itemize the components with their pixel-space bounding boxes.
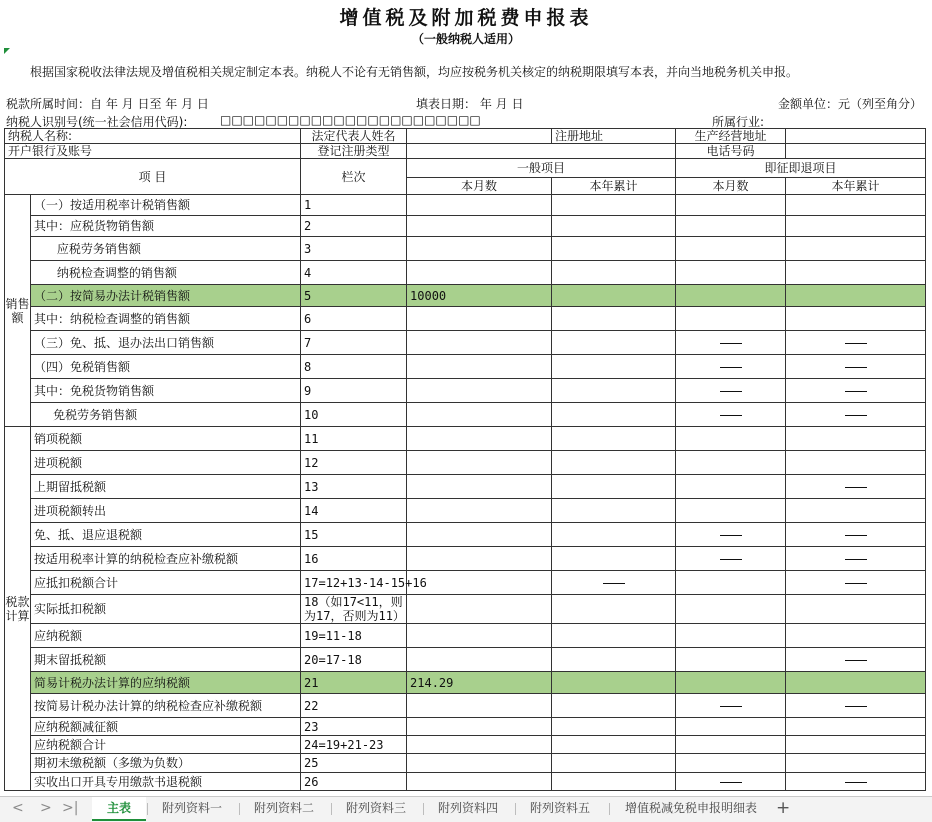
row-column-number: 20=17-18 [301, 648, 407, 672]
table-row [5, 718, 926, 736]
dash-mark [845, 343, 867, 344]
table-row [5, 285, 926, 307]
general-month-cell[interactable] [407, 523, 552, 547]
dash-mark [845, 391, 867, 392]
info-row-2 [5, 144, 926, 159]
immediate-year-cell[interactable] [786, 261, 926, 285]
form-title: 增值税及附加税费申报表 [339, 7, 593, 29]
immediate-month-cell[interactable] [676, 499, 786, 523]
row-item-label: 应纳税额合计 [31, 736, 301, 754]
tax-period: 税款所属时间：自 年 月 日至 年 月 日 [6, 97, 209, 111]
immediate-month-cell[interactable] [676, 331, 786, 355]
table-row [5, 307, 926, 331]
row-column-number: 24=19+21-23 [301, 736, 407, 754]
immediate-header: 即征即退项目 [676, 159, 926, 178]
row-item-label: 免税劳务销售额 [31, 403, 301, 427]
column-header: 栏次 [301, 159, 407, 195]
immediate-month-cell[interactable] [676, 261, 786, 285]
immediate-year-cell[interactable] [786, 754, 926, 773]
row-column-number: 4 [301, 261, 407, 285]
table-row [5, 499, 926, 523]
immediate-year-cell[interactable] [786, 195, 926, 216]
row-column-number: 8 [301, 355, 407, 379]
immediate-month-cell[interactable] [676, 403, 786, 427]
sheet-tab[interactable]: 附列资料一 [161, 801, 222, 815]
table-row [5, 379, 926, 403]
immediate-month-cell[interactable] [676, 547, 786, 571]
dash-mark [845, 782, 867, 783]
next-sheet-icon[interactable]: > [40, 800, 52, 816]
row-item-label: 纳税检查调整的销售额 [31, 261, 301, 285]
immediate-year-cell[interactable] [786, 773, 926, 791]
dash-mark [720, 706, 742, 707]
immediate-month-cell[interactable] [676, 718, 786, 736]
row-item-label: 应纳税额 [31, 624, 301, 648]
reg-address-label: 注册地址 [552, 129, 676, 144]
immediate-year-cell[interactable] [786, 595, 926, 624]
table-row [5, 355, 926, 379]
sheet-tab[interactable]: 附列资料二 [253, 801, 314, 815]
immediate-month-cell[interactable] [676, 624, 786, 648]
general-month-cell[interactable] [407, 718, 552, 736]
immediate-year-cell[interactable] [786, 571, 926, 595]
immediate-month-cell[interactable] [676, 195, 786, 216]
section-sales: 销售额 [5, 195, 31, 427]
immediate-month-cell[interactable] [676, 237, 786, 261]
table-row [5, 571, 926, 595]
prev-sheet-icon[interactable]: < [12, 800, 24, 816]
general-month-cell[interactable] [407, 624, 552, 648]
immediate-month-cell[interactable] [676, 754, 786, 773]
general-month-cell[interactable] [407, 648, 552, 672]
table-row [5, 754, 926, 773]
row-column-number: 3 [301, 237, 407, 261]
general-year-cell[interactable] [552, 285, 676, 307]
general-month-cell[interactable]: 10000 [407, 285, 552, 307]
row-column-number: 16 [301, 547, 407, 571]
table-row [5, 523, 926, 547]
dash-mark [720, 535, 742, 536]
row-item-label: 期末留抵税额 [31, 648, 301, 672]
general-year-cell[interactable] [552, 595, 676, 624]
immediate-year-cell[interactable] [786, 331, 926, 355]
dash-mark [720, 559, 742, 560]
general-month-cell[interactable] [407, 694, 552, 718]
row-column-number: 14 [301, 499, 407, 523]
fill-date: 填表日期： 年 月 日 [416, 97, 524, 111]
row-item-label: （四）免税销售额 [31, 355, 301, 379]
immediate-month-header: 本月数 [676, 178, 786, 195]
row-item-label: 按简易计税办法计算的纳税检查应补缴税额 [31, 694, 301, 718]
general-month-header: 本月数 [407, 178, 552, 195]
row-column-number: 23 [301, 718, 407, 736]
dash-mark [845, 559, 867, 560]
row-item-label: 应税劳务销售额 [31, 237, 301, 261]
immediate-month-cell[interactable] [676, 736, 786, 754]
general-year-cell[interactable] [552, 475, 676, 499]
immediate-year-cell[interactable] [786, 216, 926, 237]
form-intro: 根据国家税收法律法规及增值税相关规定制定本表。纳税人不论有无销售额，均应按税务机关核定的纳税期限填写本表，并向当地税务机关申报。 [30, 65, 799, 79]
legal-rep-cell[interactable] [407, 129, 552, 144]
general-year-cell[interactable] [552, 403, 676, 427]
bank-label: 开户银行及账号 [5, 144, 301, 159]
general-year-cell[interactable] [552, 571, 676, 595]
table-row [5, 547, 926, 571]
table-row [5, 427, 926, 451]
general-month-cell[interactable]: 214.29 [407, 672, 552, 694]
general-year-cell[interactable] [552, 547, 676, 571]
immediate-year-cell[interactable] [786, 736, 926, 754]
general-month-cell[interactable] [407, 403, 552, 427]
row-column-number: 18（如17<11，则为17，否则为11） [301, 595, 407, 624]
general-year-cell[interactable] [552, 736, 676, 754]
industry-label: 所属行业: [712, 115, 765, 129]
sheet-tab[interactable]: 附列资料四 [437, 801, 498, 815]
legal-rep-label: 法定代表人姓名 [301, 129, 407, 144]
table-row [5, 237, 926, 261]
row-item-label: 进项税额转出 [31, 499, 301, 523]
row-item-label: 应纳税额减征额 [31, 718, 301, 736]
dash-mark [845, 706, 867, 707]
table-row [5, 195, 926, 216]
tab-separator [331, 803, 332, 815]
immediate-year-cell[interactable] [786, 403, 926, 427]
general-month-cell[interactable] [407, 307, 552, 331]
row-column-number: 19=11-18 [301, 624, 407, 648]
general-month-cell[interactable] [407, 595, 552, 624]
general-year-cell[interactable] [552, 523, 676, 547]
general-year-cell[interactable] [552, 261, 676, 285]
general-year-cell[interactable] [552, 355, 676, 379]
general-year-cell[interactable] [552, 451, 676, 475]
general-month-cell[interactable] [407, 355, 552, 379]
form-subtitle: （一般纳税人适用） [411, 32, 520, 46]
row-item-label: 免、抵、退应退税额 [31, 523, 301, 547]
general-month-cell[interactable] [407, 475, 552, 499]
dash-mark [720, 391, 742, 392]
amount-unit: 金额单位：元（列至角分） [778, 97, 923, 111]
immediate-year-cell[interactable] [786, 355, 926, 379]
immediate-month-cell[interactable] [676, 379, 786, 403]
immediate-month-cell[interactable] [676, 571, 786, 595]
table-row [5, 694, 926, 718]
immediate-month-cell[interactable] [676, 475, 786, 499]
row-item-label: 销项税额 [31, 427, 301, 451]
header-row-1 [5, 159, 926, 178]
immediate-year-cell[interactable] [786, 499, 926, 523]
taxpayer-id-boxes[interactable]: □□□□□□□□□□□□□□□□□□□□□□□ [220, 113, 481, 127]
row-item-label: 进项税额 [31, 451, 301, 475]
row-item-label: 实际抵扣税额 [31, 595, 301, 624]
general-month-cell[interactable] [407, 331, 552, 355]
tab-separator [609, 803, 610, 815]
general-month-cell[interactable] [407, 547, 552, 571]
row-column-number: 9 [301, 379, 407, 403]
dash-mark [845, 367, 867, 368]
tab-separator [423, 803, 424, 815]
row-column-number: 26 [301, 773, 407, 791]
dash-mark [845, 535, 867, 536]
general-year-cell[interactable] [552, 307, 676, 331]
dash-mark [845, 487, 867, 488]
general-month-cell[interactable] [407, 499, 552, 523]
immediate-month-cell[interactable] [676, 451, 786, 475]
table-row [5, 773, 926, 791]
general-year-cell[interactable] [552, 237, 676, 261]
general-year-cell[interactable] [552, 216, 676, 237]
taxpayer-id-label: 纳税人识别号(统一社会信用代码): [6, 115, 188, 129]
immediate-month-cell[interactable] [676, 216, 786, 237]
general-year-cell[interactable] [552, 694, 676, 718]
table-row [5, 648, 926, 672]
row-column-number: 11 [301, 427, 407, 451]
row-item-label: 按适用税率计算的纳税检查应补缴税额 [31, 547, 301, 571]
row-item-label: 实收出口开具专用缴款书退税额 [31, 773, 301, 791]
table-row [5, 624, 926, 648]
general-year-cell[interactable] [552, 718, 676, 736]
phone-cell[interactable] [786, 144, 926, 159]
table-row [5, 216, 926, 237]
taxpayer-name-label: 纳税人名称: [5, 129, 301, 144]
sheet-tab-bar [0, 796, 932, 822]
sheet-tab[interactable]: 增值税减免税申报明细表 [624, 801, 757, 815]
tab-separator [515, 803, 516, 815]
row-item-label: （三）免、抵、退办法出口销售额 [31, 331, 301, 355]
immediate-month-cell[interactable] [676, 523, 786, 547]
row-column-number: 22 [301, 694, 407, 718]
immediate-month-cell[interactable] [676, 285, 786, 307]
tab-separator [147, 803, 148, 815]
immediate-month-cell[interactable] [676, 427, 786, 451]
row-item-label: （二）按简易办法计税销售额 [31, 285, 301, 307]
section-tax: 税款计算 [5, 427, 31, 791]
row-column-number: 15 [301, 523, 407, 547]
row-item-label: 期初未缴税额（多缴为负数） [31, 754, 301, 773]
general-month-cell[interactable] [407, 237, 552, 261]
row-item-label: （一）按适用税率计税销售额 [31, 195, 301, 216]
item-header: 项 目 [5, 159, 301, 195]
row-column-number: 6 [301, 307, 407, 331]
general-year-cell[interactable] [552, 499, 676, 523]
general-month-cell[interactable] [407, 261, 552, 285]
immediate-year-cell[interactable] [786, 624, 926, 648]
row-column-number: 2 [301, 216, 407, 237]
general-month-cell[interactable] [407, 379, 552, 403]
sheet-tab[interactable]: 附列资料三 [345, 801, 406, 815]
immediate-year-cell[interactable] [786, 379, 926, 403]
general-month-cell[interactable] [407, 216, 552, 237]
general-year-cell[interactable] [552, 773, 676, 791]
general-year-cell[interactable] [552, 331, 676, 355]
biz-address-label: 生产经营地址 [676, 129, 786, 144]
row-column-number: 5 [301, 285, 407, 307]
immediate-month-cell[interactable] [676, 307, 786, 331]
row-item-label: 其中：纳税检查调整的销售额 [31, 307, 301, 331]
add-sheet-icon[interactable]: + [776, 798, 791, 818]
immediate-year-cell[interactable] [786, 648, 926, 672]
general-month-cell[interactable] [407, 736, 552, 754]
biz-address-cell[interactable] [786, 129, 926, 144]
cell-comment-marker [4, 48, 10, 54]
info-row-1 [5, 129, 926, 144]
general-year-cell[interactable] [552, 427, 676, 451]
immediate-month-cell[interactable] [676, 694, 786, 718]
row-column-number: 10 [301, 403, 407, 427]
row-column-number: 12 [301, 451, 407, 475]
reg-type-label: 登记注册类型 [301, 144, 407, 159]
row-item-label: 上期留抵税额 [31, 475, 301, 499]
table-row [5, 403, 926, 427]
immediate-month-cell[interactable] [676, 672, 786, 694]
immediate-year-cell[interactable] [786, 523, 926, 547]
dash-mark [720, 367, 742, 368]
tab-separator [239, 803, 240, 815]
immediate-year-cell[interactable] [786, 285, 926, 307]
general-month-cell[interactable] [407, 451, 552, 475]
sheet-tab[interactable]: 主表 [92, 797, 146, 821]
row-item-label: 简易计税办法计算的应纳税额 [31, 672, 301, 694]
immediate-year-cell[interactable] [786, 672, 926, 694]
immediate-year-cell[interactable] [786, 427, 926, 451]
immediate-year-cell[interactable] [786, 237, 926, 261]
dash-mark [720, 415, 742, 416]
table-row [5, 451, 926, 475]
row-column-number: 17=12+13-14-15+16 [301, 571, 407, 595]
immediate-month-cell[interactable] [676, 648, 786, 672]
row-column-number: 7 [301, 331, 407, 355]
last-sheet-icon[interactable]: >| [62, 800, 79, 816]
table-row [5, 261, 926, 285]
general-year-cell[interactable] [552, 379, 676, 403]
general-year-cell[interactable] [552, 624, 676, 648]
general-year-header: 本年累计 [552, 178, 676, 195]
row-column-number: 21 [301, 672, 407, 694]
row-column-number: 13 [301, 475, 407, 499]
general-month-cell[interactable] [407, 427, 552, 451]
row-item-label: 其中：免税货物销售额 [31, 379, 301, 403]
row-item-label: 应抵扣税额合计 [31, 571, 301, 595]
general-year-cell[interactable] [552, 648, 676, 672]
immediate-year-header: 本年累计 [786, 178, 926, 195]
immediate-year-cell[interactable] [786, 547, 926, 571]
immediate-year-cell[interactable] [786, 475, 926, 499]
table-row [5, 475, 926, 499]
sheet-tab[interactable]: 附列资料五 [529, 801, 590, 815]
table-row [5, 736, 926, 754]
immediate-year-cell[interactable] [786, 694, 926, 718]
immediate-month-cell[interactable] [676, 595, 786, 624]
general-month-cell[interactable] [407, 195, 552, 216]
row-column-number: 1 [301, 195, 407, 216]
reg-type-cell[interactable] [407, 144, 676, 159]
dash-mark [603, 583, 625, 584]
general-year-cell[interactable] [552, 672, 676, 694]
general-month-cell[interactable] [407, 773, 552, 791]
table-row [5, 331, 926, 355]
dash-mark [720, 782, 742, 783]
dash-mark [845, 415, 867, 416]
dash-mark [845, 583, 867, 584]
declaration-table [4, 128, 926, 791]
immediate-year-cell[interactable] [786, 718, 926, 736]
general-month-cell[interactable] [407, 754, 552, 773]
general-year-cell[interactable] [552, 195, 676, 216]
general-header: 一般项目 [407, 159, 676, 178]
general-year-cell[interactable] [552, 754, 676, 773]
table-row [5, 672, 926, 694]
immediate-year-cell[interactable] [786, 451, 926, 475]
table-row [5, 595, 926, 624]
immediate-month-cell[interactable] [676, 773, 786, 791]
immediate-year-cell[interactable] [786, 307, 926, 331]
row-column-number: 25 [301, 754, 407, 773]
dash-mark [720, 343, 742, 344]
immediate-month-cell[interactable] [676, 355, 786, 379]
dash-mark [845, 660, 867, 661]
phone-label: 电话号码 [676, 144, 786, 159]
general-month-cell[interactable] [407, 571, 552, 595]
row-item-label: 其中：应税货物销售额 [31, 216, 301, 237]
